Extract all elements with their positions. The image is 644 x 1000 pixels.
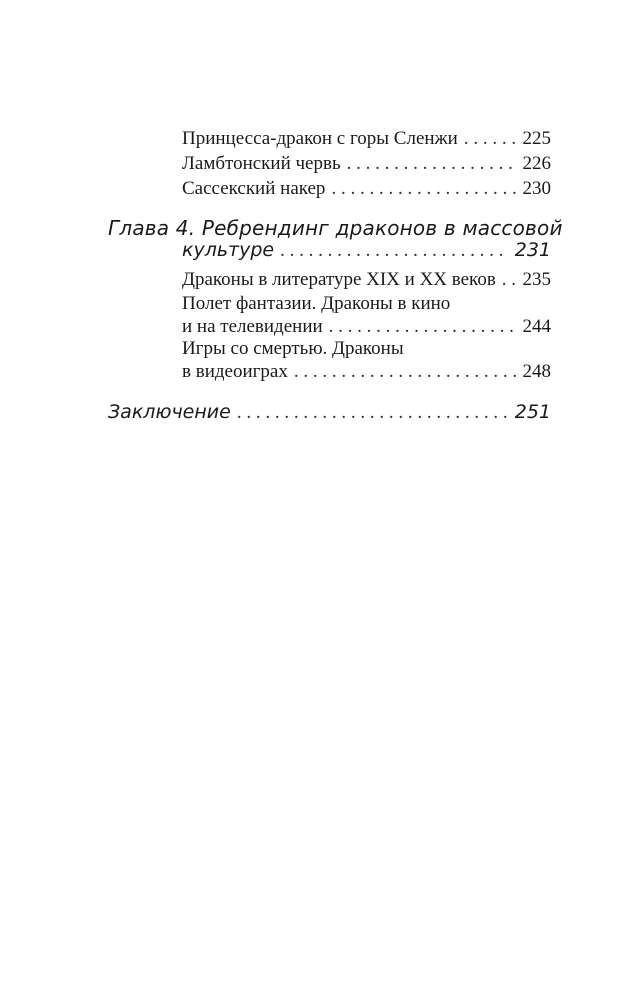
toc-entry-sussex-knucker — [182, 178, 551, 200]
conclusion-title: Заключение — [108, 401, 231, 423]
dot-leader — [237, 402, 509, 424]
dot-leader — [294, 361, 517, 383]
dot-leader — [502, 269, 517, 291]
conclusion-page: 251 — [514, 401, 551, 423]
toc-entry-title: Драконы в литературе XIX и XX веков — [182, 269, 496, 290]
chapter-4-page: 231 — [514, 239, 551, 261]
toc-entry-page: 244 — [522, 316, 551, 337]
toc-entry-page: 226 — [522, 153, 551, 174]
toc-entry-page: 235 — [522, 269, 551, 290]
chapter-4-title-line2: культуре — [182, 239, 275, 261]
toc-entry-film-line1 — [182, 293, 450, 315]
toc-entry-literature — [182, 269, 551, 291]
toc-entry-chapter-4 — [182, 239, 551, 262]
toc-entry-page: 230 — [522, 178, 551, 199]
dot-leader — [329, 316, 517, 338]
dot-leader — [464, 128, 517, 150]
toc-entry-page: 225 — [522, 128, 551, 149]
toc-entry-games — [182, 361, 551, 383]
toc-entry-title: Принцесса-дракон с горы Сленжи — [182, 128, 458, 149]
dot-leader — [280, 240, 509, 262]
toc-entry-title-line1: Полет фантазии. Драконы в кино — [182, 293, 451, 314]
toc-entry-slenzha — [182, 128, 551, 150]
toc-entry-title-line2: и на телевидении — [182, 316, 323, 337]
toc-entry-conclusion — [108, 401, 551, 424]
toc-entry-page: 248 — [522, 361, 551, 382]
toc-entry-title: Ламбтонский червь — [182, 153, 341, 174]
toc-entry-title-line2: в видеоиграх — [182, 361, 288, 382]
toc-entry-title: Сассекский накер — [182, 178, 326, 199]
toc-entry-film — [182, 316, 551, 338]
dot-leader — [347, 153, 517, 175]
dot-leader — [331, 178, 516, 200]
toc-entry-games-line1 — [182, 338, 404, 360]
chapter-4-title-line1: Глава 4. Ребрендинг драконов в массовой — [108, 216, 563, 240]
toc-entry-title-line1: Игры со смертью. Драконы — [182, 338, 404, 359]
toc-entry-lambton-worm — [182, 153, 551, 175]
